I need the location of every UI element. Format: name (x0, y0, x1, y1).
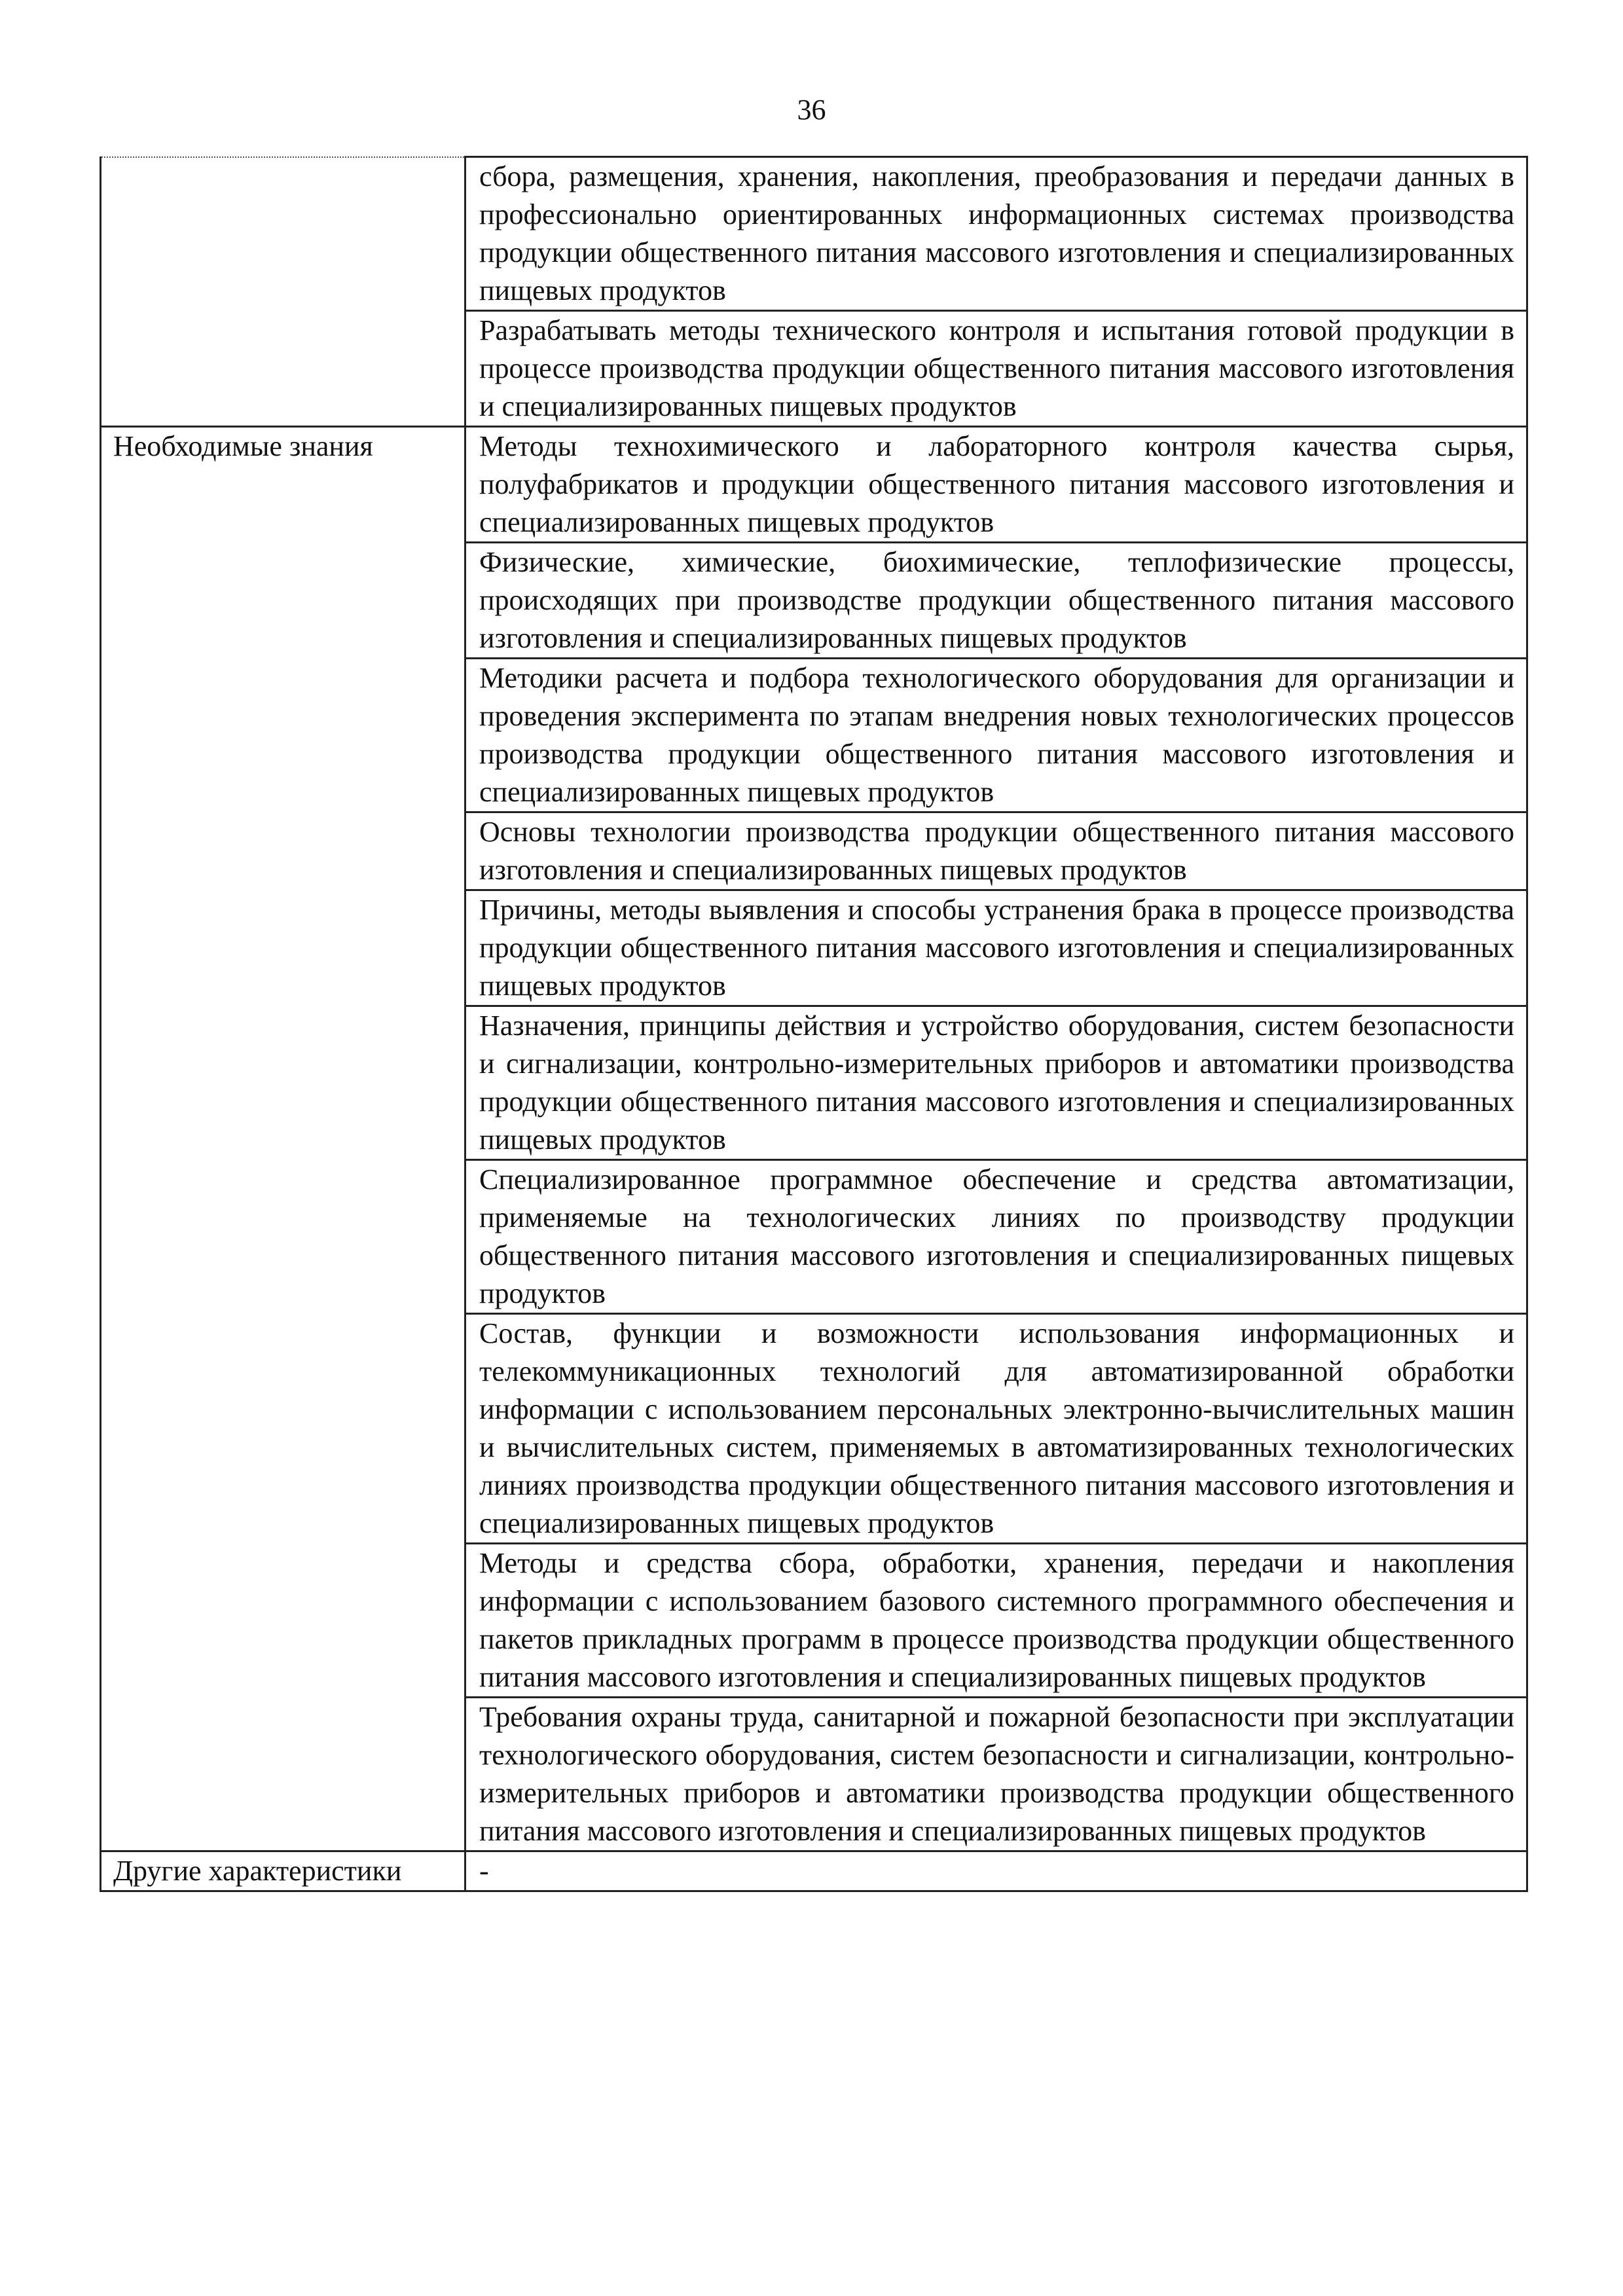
row-content-cell: Специализированное программное обеспечение и средства автоматизации, применяемые на технологических линиях по производству продукции общественного питания массового изготовления и специализированных пищевых продуктов (465, 1160, 1527, 1314)
label-necessary-knowledge: Необходимые знания (101, 427, 465, 1851)
table-row (101, 427, 1527, 543)
row-content-cell: Причины, методы выявления и способы устранения брака в процессе производства продукции общественного питания массового изготовления и специализированных пищевых продуктов (465, 890, 1527, 1006)
row-label-cell (101, 157, 465, 427)
row-content-cell: - (465, 1851, 1527, 1891)
row-content-cell: Физические, химические, биохимические, теплофизические процессы, происходящих при производстве продукции общественного питания массового изготовления и специализированных пищевых продуктов (465, 543, 1527, 659)
table-row (101, 157, 1527, 311)
row-content-cell: Назначения, принципы действия и устройство оборудования, систем безопасности и сигнализации, контрольно-измерительных приборов и автоматики производства продукции общественного питания массового изготовления и специализированных пищевых продуктов (465, 1006, 1527, 1160)
row-content-cell: Методы технохимического и лабораторного контроля качества сырья, полуфабрикатов и продукции общественного питания массового изготовления и специализированных пищевых продуктов (465, 427, 1527, 543)
row-content-cell: Требования охраны труда, санитарной и пожарной безопасности при эксплуатации технологического оборудования, систем безопасности и сигнализации, контрольно-измерительных приборов и автоматики производства продукции общественного питания массового изготовления и специализированных пищевых продуктов (465, 1698, 1527, 1851)
row-content-cell: Разрабатывать методы технического контроля и испытания готовой продукции в процессе производства продукции общественного питания массового изготовления и специализированных пищевых продуктов (465, 311, 1527, 427)
table-row (101, 1851, 1527, 1891)
row-content-cell: Методики расчета и подбора технологического оборудования для организации и проведения эксперимента по этапам внедрения новых технологических процессов производства продукции общественного питания массового изготовления и специализированных пищевых продуктов (465, 659, 1527, 812)
label-other-characteristics: Другие характеристики (101, 1851, 465, 1891)
row-content-cell: сбора, размещения, хранения, накопления, преобразования и передачи данных в профессионально ориентированных информационных системах производства продукции общественного питания массового изготовления и специализированных пищевых продуктов (465, 157, 1527, 311)
competency-table (100, 156, 1528, 1892)
page-number: 36 (797, 94, 826, 126)
row-content-cell: Методы и средства сбора, обработки, хранения, передачи и накопления информации с использованием базового системного программного обеспечения и пакетов прикладных программ в процессе производства продукции общественного питания массового изготовления и специализированных пищевых продуктов (465, 1544, 1527, 1698)
row-content-cell: Состав, функции и возможности использования информационных и телекоммуникационных технологий для автоматизированной обработки информации с использованием персональных электронно-вычислительных машин и вычислительных систем, применяемых в автоматизированных технологических линиях производства продукции общественного питания массового изготовления и специализированных пищевых продуктов (465, 1314, 1527, 1544)
row-content-cell: Основы технологии производства продукции общественного питания массового изготовления и специализированных пищевых продуктов (465, 812, 1527, 890)
